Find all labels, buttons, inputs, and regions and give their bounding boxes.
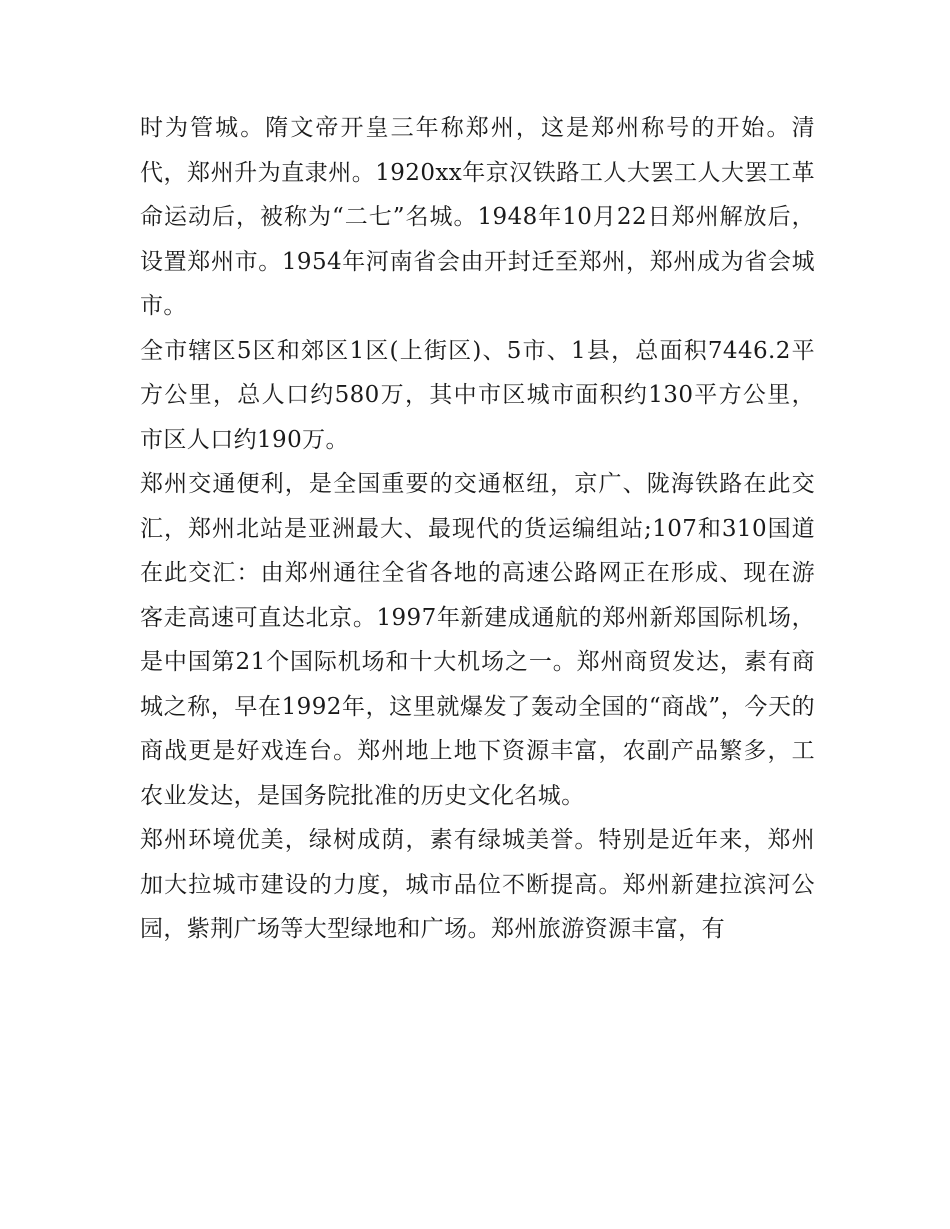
document-body bbox=[140, 106, 815, 952]
paragraph-history: 时为管城。隋文帝开皇三年称郑州，这是郑州称号的开始。清代，郑州升为直隶州。1920xx年京汉铁路工人大罢工人大罢工革命运动后，被称为“二七”名城。1948年10月22日郑州解放后，设置郑州市。1954年河南省会由开封迁至郑州，郑州成为省会城市。 bbox=[140, 115, 815, 319]
paragraph-area-population: 全市辖区5区和郊区1区(上街区)、5市、1县，总面积7446.2平方公里，总人口约580万，其中市区城市面积约130平方公里，市区人口约190万。 bbox=[140, 337, 815, 453]
paragraph-environment: 郑州环境优美，绿树成荫，素有绿城美誉。特别是近年来，郑州加大拉城市建设的力度，城市品位不断提高。郑州新建拉滨河公园，紫荆广场等大型绿地和广场。郑州旅游资源丰富，有 bbox=[140, 827, 815, 942]
paragraph-transportation: 郑州交通便利，是全国重要的交通枢纽，京广、陇海铁路在此交汇，郑州北站是亚洲最大、最现代的货运编组站;107和310国道在此交汇：由郑州通往全省各地的高速公路网正在形成、现在游客走高速可直达北京。1997年新建成通航的郑州新郑国际机场，是中国第21个国际机场和十大机场之一。郑州商贸发达，素有商城之称，早在1992年，这里就爆发了轰动全国的“商战”，今天的商战更是好戏连台。郑州地上地下资源丰富，农副产品繁多，工农业发达，是国务院批准的历史文化名城。 bbox=[140, 471, 815, 809]
